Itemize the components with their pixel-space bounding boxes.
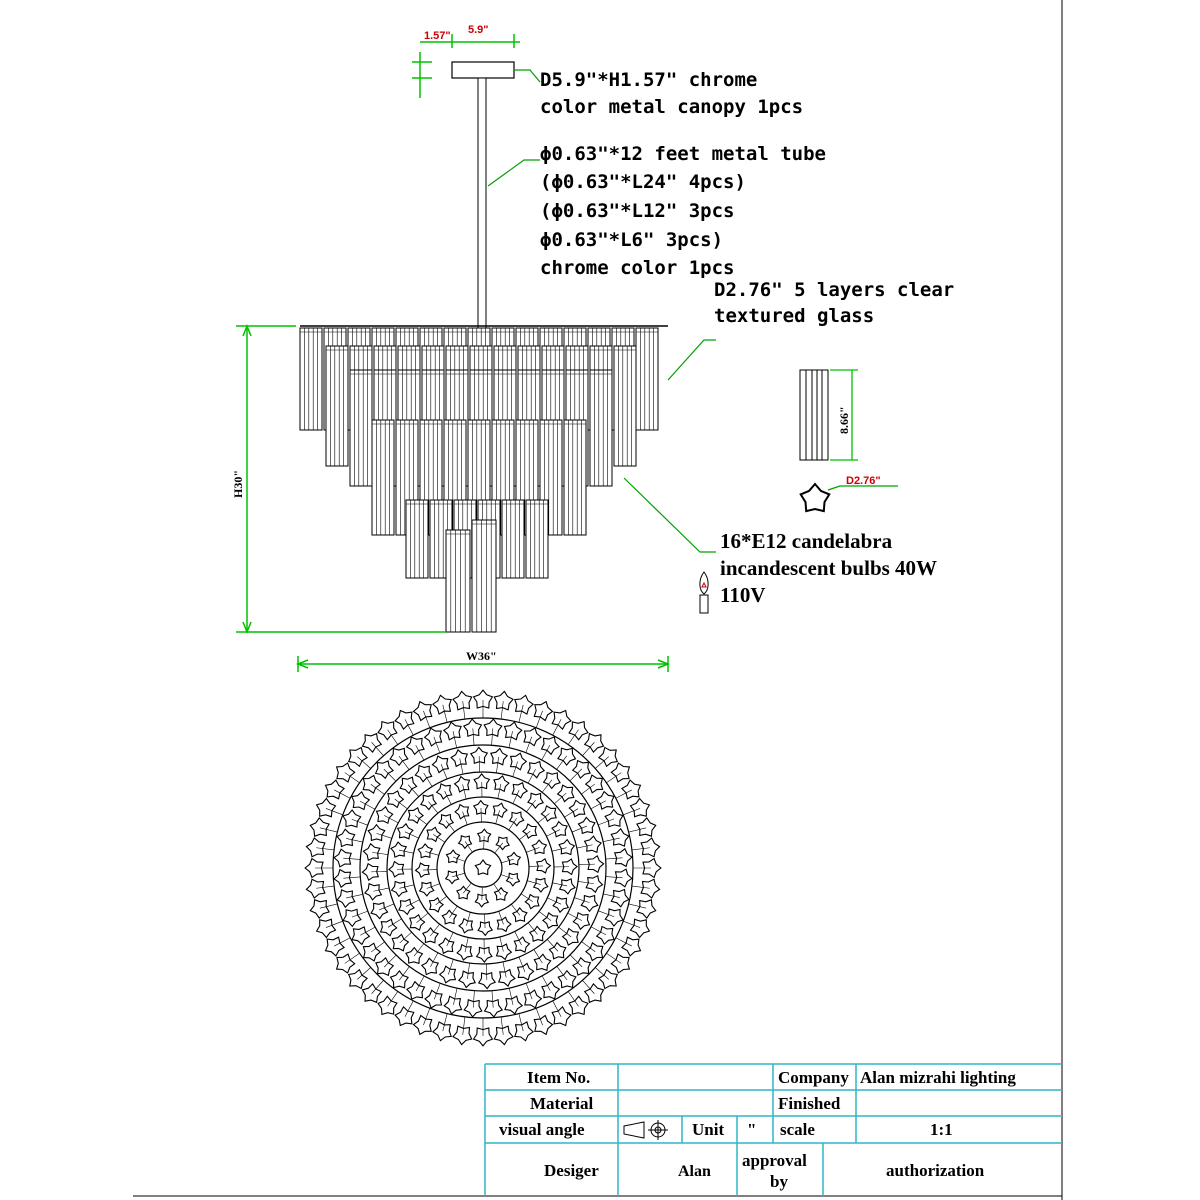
plan-glass-star	[569, 722, 588, 740]
plan-glass-star	[326, 937, 345, 956]
designer-label: Desiger	[544, 1161, 599, 1180]
plan-glass-star	[381, 919, 397, 935]
plan-glass-star	[563, 929, 579, 946]
plan-glass-star	[425, 728, 442, 746]
plan-glass-star	[407, 982, 425, 999]
chandelier-plan-view	[305, 690, 661, 1046]
glass-tube	[614, 346, 636, 466]
plan-glass-star	[440, 966, 456, 983]
width-label: W36"	[466, 649, 497, 663]
plan-glass-star	[605, 810, 623, 827]
plan-glass-star	[464, 719, 482, 736]
plan-glass-star	[430, 898, 444, 912]
plan-glass-star	[444, 722, 461, 740]
glass-tube	[526, 500, 548, 578]
plan-glass-star	[559, 840, 574, 855]
plan-glass-star	[432, 756, 448, 773]
plan-glass-star	[552, 711, 571, 730]
plan-glass-star	[406, 948, 423, 964]
plan-glass-star	[334, 849, 351, 867]
plan-glass-star	[392, 882, 407, 897]
plan-glass-star	[410, 915, 425, 930]
scale-label: scale	[780, 1120, 815, 1139]
plan-glass-star	[446, 871, 459, 884]
unit-label: Unit	[692, 1120, 725, 1139]
glass-tube	[326, 346, 348, 466]
plan-glass-star	[420, 882, 434, 896]
plan-glass-star	[586, 943, 603, 961]
tube-callout-line-1: ϕ0.63"*12 feet metal tube	[540, 143, 826, 165]
tube-callout-line-4: ϕ0.63"*L6" 3pcs)	[540, 229, 724, 251]
plan-glass-star	[525, 895, 539, 909]
plan-glass-star	[622, 780, 641, 799]
plan-glass-star	[569, 800, 585, 816]
plan-glass-star	[418, 844, 432, 858]
plan-glass-star	[459, 836, 472, 849]
plan-glass-star	[597, 927, 614, 945]
plan-glass-star	[611, 829, 629, 846]
plan-glass-star	[433, 1022, 451, 1041]
plan-glass-star	[337, 763, 355, 782]
plan-glass-star	[427, 827, 441, 841]
height-label: H30"	[231, 470, 245, 498]
plan-glass-star	[586, 876, 602, 892]
plan-glass-star	[511, 753, 527, 770]
plan-glass-star	[439, 938, 454, 953]
plan-glass-star	[497, 944, 512, 959]
plan-glass-star	[641, 838, 660, 857]
glass-tube	[406, 500, 428, 578]
plan-glass-star	[451, 750, 467, 767]
plan-glass-star	[581, 896, 598, 912]
glass-tube	[350, 370, 372, 486]
plan-glass-star	[637, 818, 656, 836]
company-value: Alan mizrahi lighting	[860, 1068, 1016, 1087]
plan-glass-star	[422, 958, 438, 974]
plan-glass-star	[364, 844, 380, 860]
plan-glass-star	[611, 890, 629, 907]
plan-glass-star	[398, 824, 413, 839]
plan-glass-star	[459, 919, 473, 933]
plan-glass-star	[615, 849, 632, 867]
plan-glass-star	[317, 799, 336, 817]
approval-label-line-2: by	[770, 1172, 788, 1191]
plan-glass-star	[395, 711, 414, 730]
plan-glass-star	[505, 996, 522, 1014]
plan-glass-star	[317, 919, 336, 937]
bulbs-callout-line-2: incandescent bulbs 40W	[720, 556, 938, 580]
designer-value: Alan	[678, 1163, 711, 1180]
canopy-height-label: 1.57"	[424, 30, 451, 42]
plan-glass-star	[631, 799, 650, 817]
approval-label-line-1: approval	[742, 1151, 807, 1170]
plan-glass-star	[457, 945, 472, 960]
canopy-callout-line-1: D5.9"*H1.57" chrome	[540, 69, 758, 91]
plan-glass-star	[414, 1016, 432, 1035]
candelabra-bulb-icon	[700, 572, 708, 613]
plan-glass-star	[352, 792, 369, 810]
plan-glass-star	[615, 869, 632, 887]
plan-glass-star	[363, 943, 380, 961]
plan-glass-star	[334, 870, 351, 888]
plan-glass-star	[514, 937, 529, 952]
plan-glass-star	[444, 996, 461, 1014]
plan-glass-star	[437, 784, 452, 799]
plan-glass-star	[622, 937, 641, 956]
plan-glass-star	[414, 702, 432, 721]
plan-glass-star	[408, 808, 423, 823]
bulbs-callout-line-3: 110V	[720, 583, 766, 607]
plan-glass-star	[541, 806, 556, 821]
plan-glass-star	[365, 884, 382, 900]
scale-value: 1:1	[930, 1120, 953, 1139]
glass-height-label: 8.66"	[837, 406, 851, 434]
plan-glass-star	[534, 1016, 552, 1035]
plan-glass-star	[455, 805, 469, 819]
plan-glass-star	[569, 996, 588, 1014]
plan-glass-star	[518, 963, 534, 980]
plan-glass-star	[459, 971, 475, 987]
plan-glass-star	[343, 909, 361, 926]
plan-glass-star	[507, 852, 520, 865]
plan-glass-star	[534, 878, 548, 892]
plan-glass-star	[442, 910, 456, 924]
plan-glass-star	[542, 737, 560, 754]
plan-glass-star	[439, 815, 453, 829]
plan-glass-star	[499, 970, 515, 987]
plan-glass-star	[368, 825, 385, 841]
glass-diameter-label: D2.76"	[846, 475, 881, 487]
plan-glass-star	[326, 780, 345, 799]
plan-glass-star	[605, 909, 623, 926]
plan-glass-star	[528, 793, 543, 808]
plan-glass-star	[310, 818, 329, 836]
plan-glass-star	[512, 783, 527, 798]
plan-glass-star	[407, 737, 425, 754]
plan-glass-star	[495, 888, 508, 901]
plan-glass-star	[552, 822, 567, 837]
plan-glass-star	[542, 982, 560, 999]
plan-glass-star	[415, 766, 431, 782]
unit-value: "	[747, 1120, 757, 1139]
item-no-label: Item No.	[527, 1068, 591, 1087]
plan-glass-star	[337, 829, 355, 846]
plan-glass-star	[423, 928, 438, 943]
plan-glass-star	[378, 722, 397, 740]
plan-glass-star	[390, 748, 408, 765]
plan-glass-star	[464, 1000, 482, 1017]
plan-glass-star	[337, 954, 355, 973]
plan-glass-star	[455, 777, 470, 792]
plan-glass-star	[558, 971, 576, 988]
plan-glass-star	[306, 838, 325, 857]
plan-glass-star	[586, 775, 603, 793]
plan-glass-star	[560, 879, 575, 894]
plan-glass-star	[532, 840, 546, 854]
glass-tube	[636, 328, 658, 430]
plan-glass-star	[485, 1000, 503, 1017]
plan-glass-star	[524, 990, 541, 1008]
plan-glass-star	[310, 900, 329, 918]
plan-glass-star	[352, 927, 369, 945]
plan-glass-star	[524, 728, 541, 746]
plan-glass-star	[494, 1026, 513, 1045]
plan-glass-star	[528, 762, 544, 778]
plan-glass-star	[530, 926, 545, 941]
plan-glass-star	[425, 990, 442, 1008]
bulbs-callout-line-1: 16*E12 candelabra	[720, 529, 893, 553]
metal-tube	[478, 78, 486, 336]
plan-glass-star	[399, 899, 414, 914]
visual-angle-projection-icon	[624, 1120, 668, 1140]
glass-tube	[372, 420, 394, 535]
plan-glass-star	[388, 791, 404, 808]
plan-glass-star	[513, 908, 527, 922]
plan-glass-star	[585, 836, 602, 852]
plan-glass-star	[534, 702, 552, 721]
plan-glass-star	[543, 913, 558, 928]
plan-glass-star	[523, 824, 537, 838]
tube-callout-line-2: (ϕ0.63"*L24" 4pcs)	[540, 171, 746, 193]
plan-glass-star	[343, 810, 361, 827]
glass-callout-line-1: D2.76" 5 layers clear	[714, 279, 955, 301]
plan-glass-star	[421, 795, 436, 810]
glass-tube	[590, 370, 612, 486]
plan-glass-star	[391, 971, 409, 988]
plan-glass-star	[433, 695, 451, 714]
tube-callout-line-5: chrome color 1pcs	[540, 257, 735, 279]
plan-glass-star	[578, 817, 595, 833]
plan-glass-star	[493, 803, 507, 817]
plan-glass-star	[497, 917, 511, 931]
canopy	[452, 62, 514, 78]
visual-angle-label: visual angle	[499, 1120, 585, 1139]
plan-glass-star	[534, 954, 550, 970]
tube-callout-line-3: (ϕ0.63"*L12" 3pcs	[540, 200, 735, 222]
plan-glass-star	[597, 792, 614, 810]
chandelier-elevation	[300, 326, 668, 632]
plan-glass-star	[447, 850, 460, 863]
glass-tube	[472, 520, 496, 632]
plan-glass-star	[552, 1007, 571, 1026]
plan-glass-star	[491, 749, 507, 765]
plan-glass-star	[631, 919, 650, 937]
plan-glass-star	[391, 842, 406, 857]
plan-glass-star	[611, 954, 629, 973]
plan-glass-star	[337, 890, 355, 907]
plan-glass-star	[484, 719, 502, 736]
plan-glass-star	[553, 897, 568, 912]
plan-glass-star	[507, 873, 520, 886]
plan-glass-star	[544, 773, 561, 789]
plan-glass-star	[573, 913, 589, 929]
plan-glass-star	[494, 691, 513, 710]
star-glass-section-icon	[801, 484, 830, 511]
plan-glass-star	[395, 1007, 414, 1026]
plan-glass-star	[515, 695, 533, 714]
glass-tube	[300, 328, 322, 430]
glass-callout-line-2: textured glass	[714, 305, 875, 327]
plan-glass-star	[453, 1026, 472, 1045]
glass-tube	[446, 530, 470, 632]
finished-label: Finished	[778, 1094, 841, 1113]
canopy-diameter-label: 5.9"	[468, 24, 489, 36]
canopy-callout-line-2: color metal canopy 1pcs	[540, 96, 804, 118]
glass-tube	[564, 420, 586, 535]
glass-tube	[502, 500, 524, 578]
plan-glass-star	[371, 903, 388, 919]
plan-glass-star	[510, 812, 524, 826]
material-label: Material	[530, 1094, 594, 1113]
plan-glass-star	[377, 807, 393, 823]
authorization-label: authorization	[886, 1161, 985, 1180]
plan-glass-star	[453, 691, 472, 710]
plan-glass-star	[494, 776, 509, 791]
plan-glass-star	[378, 996, 397, 1014]
plan-glass-star	[641, 879, 660, 898]
plan-glass-star	[637, 900, 656, 918]
plan-glass-star	[515, 1022, 533, 1041]
plan-glass-star	[505, 722, 522, 740]
plan-glass-star	[306, 879, 325, 898]
plan-glass-star	[363, 776, 380, 794]
plan-glass-star	[611, 763, 629, 782]
plan-glass-star	[558, 748, 576, 765]
plan-center-star	[475, 860, 490, 875]
glass-tube-detail	[800, 370, 828, 460]
company-label: Company	[778, 1068, 849, 1087]
